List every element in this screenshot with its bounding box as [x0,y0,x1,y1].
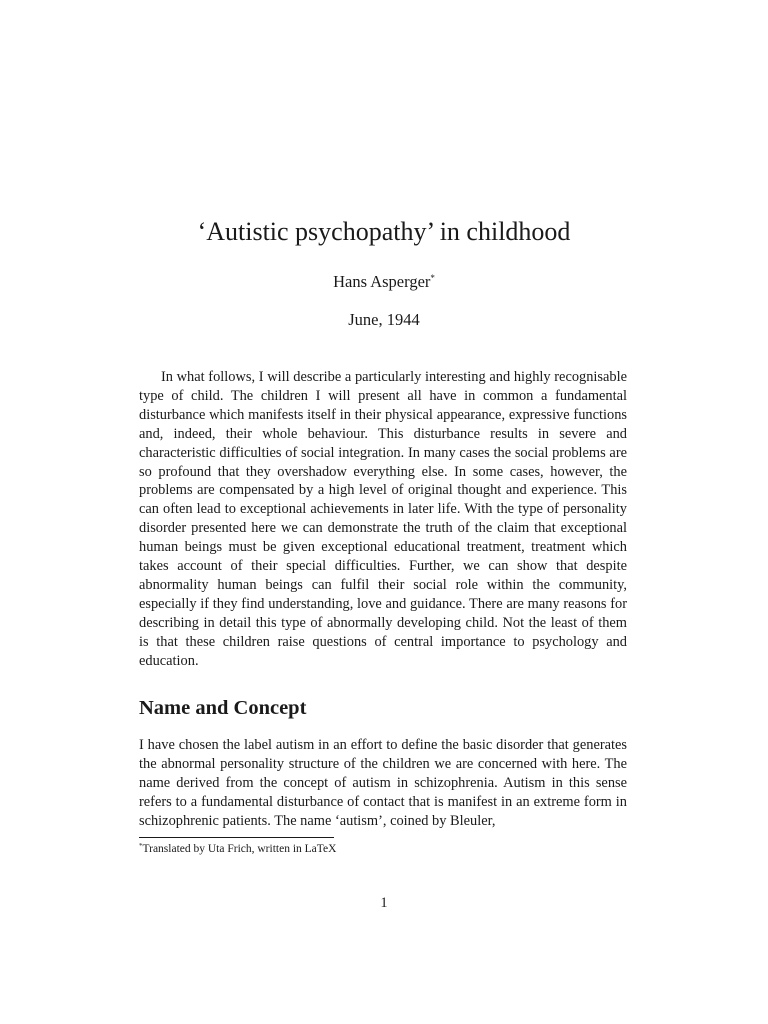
author-name: Hans Asperger [333,272,431,291]
author-line [0,270,768,294]
footnote-rule [139,837,334,838]
footnote-mark: * [139,842,143,850]
footnote [139,841,336,857]
abstract-paragraph: In what follows, I will describe a particularly interesting and highly recognisable type of child. The children I will present all have in common a fundamental disturbance which manifests itself in their physical appearance, expressive functions and, indeed, their whole behaviour. This disturbance results in severe and characteristic difficulties of social integration. In many cases the social problems are so profound that they overshadow everything else. In some cases, however, the problems are compensated by a high level of original thought and experience. This can often lead to exceptional achievements in later life. With the type of personality disorder presented here we can demonstrate the truth of the claim that exceptional human beings must be given exceptional educational treatment, treatment which takes account of their special difficulties. Further, we can show that despite abnormality human beings can fulfil their social role within the community, especially if they find understanding, love and guidance. There are many reasons for describing in detail this type of abnormally developing child. Not the least of them is that these children raise questions of central importance to psychology and education. [139,369,627,669]
paper-title: ‘Autistic psychopathy’ in childhood [197,217,571,246]
publication-date: June, 1944 [348,310,420,329]
page-number: 1 [380,895,388,911]
footnote-text: Translated by Uta Frich, written in LaTeX [142,843,337,855]
body-paragraph: I have chosen the label autism in an effort to define the basic disorder that generates the abnormal personality structure of the children we are concerned with here. The name derived from the concept of autism in schizophrenia. Autism in this sense refers to a fundamental disturbance of contact that is manifest in an extreme form in schizophrenic patients. The name ‘autism’, coined by Bleuler, [139,737,627,829]
author-footnote-mark: * [430,273,435,283]
section-heading: Name and Concept [139,697,307,719]
